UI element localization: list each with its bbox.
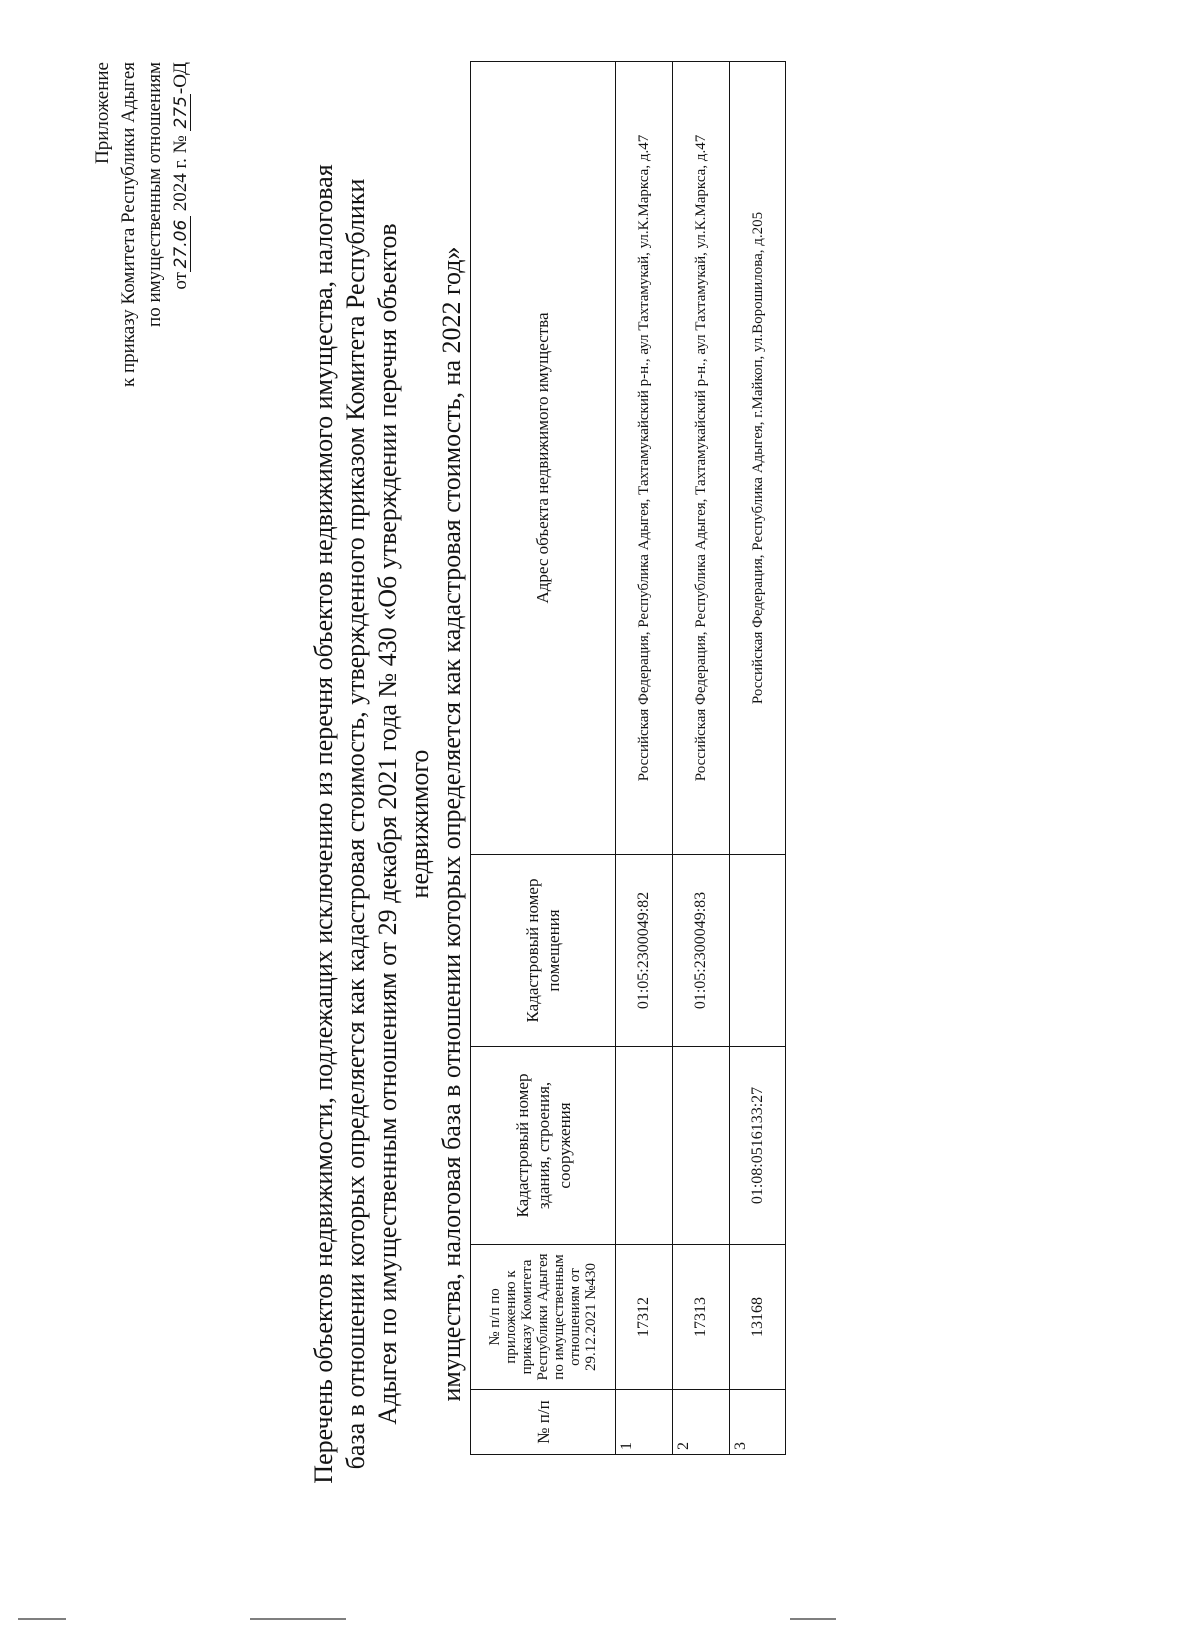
title-line-2: база в отношении которых определяется как кадастровая стоимость, утвержденного приказом Комитета Республики — [341, 178, 370, 1470]
scan-artifact — [18, 1618, 66, 1620]
cell-address: Российская Федерация, Республика Адыгея, г.Майкоп, ул.Ворошилова, д.205 — [730, 62, 786, 855]
cell-row-number: 2 — [673, 1390, 730, 1455]
cell-ref-number: 17313 — [673, 1245, 730, 1390]
appendix-date-line — [168, 62, 194, 762]
cell-ref-number: 13168 — [730, 1245, 786, 1390]
cell-room-cadastral — [730, 855, 786, 1047]
cell-room-cadastral: 01:05:2300049:83 — [673, 855, 730, 1047]
column-header-building-cadastral: Кадастровый номер здания, строения, сооружения — [471, 1047, 616, 1245]
order-suffix: -ОД — [170, 62, 191, 95]
date-prefix: от — [170, 272, 191, 290]
title-line-4: имущества, налоговая база в отношении которых определяется как кадастровая стоимость, на 2022 год» — [437, 246, 466, 1402]
order-date-handwritten: 27.06 — [172, 216, 191, 272]
cell-address: Российская Федерация, Республика Адыгея, Тахтамукайский р-н., аул Тахтамукай, ул.К.Маркса, д.47 — [673, 62, 730, 855]
cell-building-cadastral — [673, 1047, 730, 1245]
scan-artifact — [790, 1618, 836, 1620]
title-line-3: Адыгея по имущественным отношениям от 29 декабря 2021 года № 430 «Об утверждении перечня объектов недвижимого — [373, 223, 434, 1425]
appendix-header — [90, 62, 194, 762]
column-header-room-cadastral: Кадастровый номер помещения — [471, 855, 616, 1047]
cell-address: Российская Федерация, Республика Адыгея, Тахтамукайский р-н., аул Тахтамукай, ул.К.Маркса, д.47 — [616, 62, 673, 855]
cell-building-cadastral — [616, 1047, 673, 1245]
table-row — [673, 62, 730, 1455]
cell-building-cadastral: 01:08:0516133:27 — [730, 1047, 786, 1245]
order-number-handwritten: 275 — [171, 96, 191, 129]
document-title — [308, 150, 468, 1498]
table-row — [616, 62, 673, 1455]
appendix-label: Приложение — [92, 62, 113, 164]
order-year: 2024 г. № — [170, 135, 191, 212]
cell-room-cadastral: 01:05:2300049:82 — [616, 855, 673, 1047]
appendix-line-1: к приказу Комитета Республики Адыгея — [118, 62, 139, 387]
cell-ref-number: 17312 — [616, 1245, 673, 1390]
column-header-ref-number: № п/п по приложению к приказу Комитета Республики Адыгея по имущественным отношениям от 29.12.2021 №430 — [471, 1245, 616, 1390]
column-header-row-number: № п/п — [471, 1390, 616, 1455]
cell-row-number: 3 — [730, 1390, 786, 1455]
property-table — [470, 61, 786, 1455]
cell-row-number: 1 — [616, 1390, 673, 1455]
appendix-line-2: по имущественным отношениям — [144, 62, 165, 327]
table-row — [730, 62, 786, 1455]
scan-artifact — [250, 1618, 346, 1620]
table-header-row — [471, 62, 616, 1455]
title-line-1: Перечень объектов недвижимости, подлежащих исключению из перечня объектов недвижимого имущества, налоговая — [309, 164, 338, 1484]
column-header-address: Адрес объекта недвижимого имущества — [471, 62, 616, 855]
property-table-wrapper — [470, 62, 786, 1455]
